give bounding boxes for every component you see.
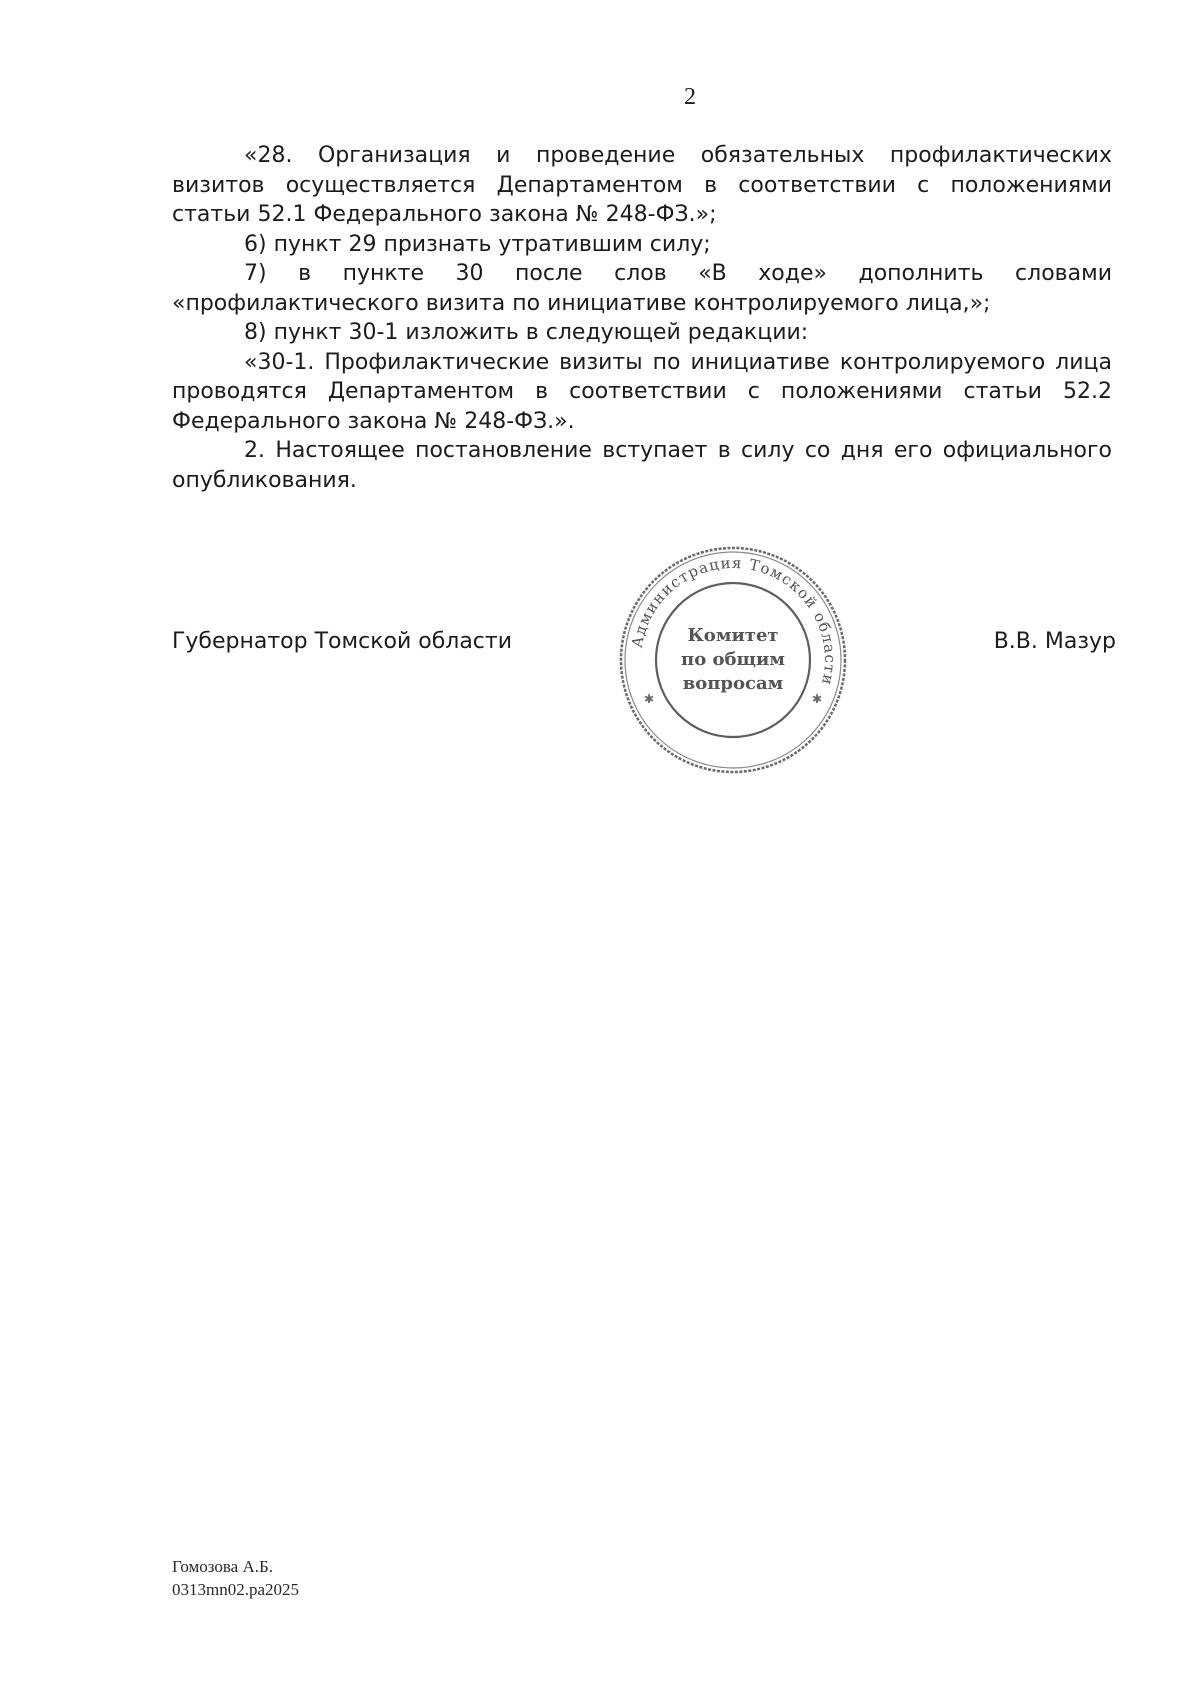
- paragraph-effective-date: 2. Настоящее постановление вступает в силу со дня его официального опубликования.: [172, 438, 1112, 493]
- executor-name: Гомозова А.Б.: [172, 1557, 274, 1576]
- paragraph-item-28: «28. Организация и проведение обязательных профилактических визитов осуществляется Департаментом в соответствии с положениями статьи 52.1 Федерального закона № 248-ФЗ.»;: [172, 143, 1112, 227]
- signatory-name: В.В. Мазур: [993, 629, 1116, 654]
- document-body: [172, 141, 1112, 495]
- seal-center-line-3: вопросам: [682, 673, 784, 694]
- paragraph-item-7: 7) в пункте 30 после слов «В ходе» дополнить словами «профилактического визита по инициативе контролируемого лица,»;: [172, 261, 1112, 316]
- seal-star-right-icon: ✱: [812, 692, 823, 706]
- paragraph-item-8: 8) пункт 30-1 изложить в следующей редакции:: [244, 320, 809, 345]
- page-number: 2: [684, 84, 696, 110]
- executor-footer: [172, 1555, 299, 1601]
- seal-ring-textpath: Администрация Томской области: [627, 553, 840, 688]
- official-seal-stamp: [616, 543, 850, 777]
- signatory-position: Губернатор Томской области: [172, 629, 513, 654]
- paragraph-item-30-1: «30-1. Профилактические визиты по инициативе контролируемого лица проводятся Департаментом в соответствии с положениями статьи 52.2 Федерального закона № 248-ФЗ.».: [172, 349, 1112, 434]
- seal-star-left-icon: ✱: [644, 692, 655, 706]
- seal-center-line-2: по общим: [681, 649, 785, 670]
- seal-center-line-1: Комитет: [687, 625, 779, 646]
- document-code: 0313mn02.pa2025: [172, 1580, 300, 1599]
- paragraph-item-6: 6) пункт 29 признать утратившим силу;: [244, 231, 711, 257]
